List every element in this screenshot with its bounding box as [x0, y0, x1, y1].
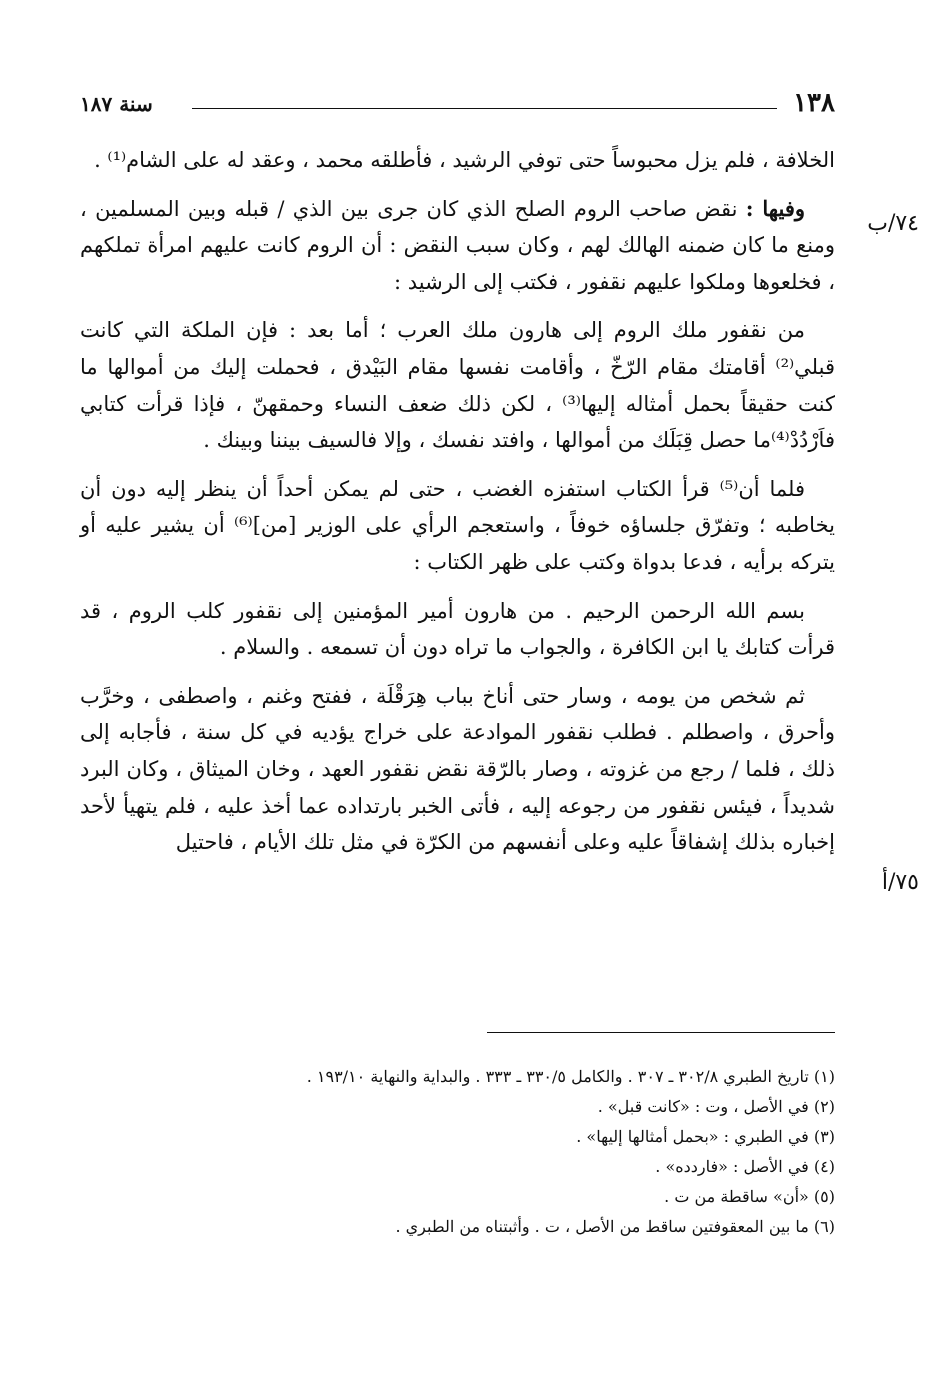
- footnote-3: (٣) في الطبري : «بحمل أمثالها إليها» .: [576, 1127, 835, 1146]
- footnote-rule: [487, 1032, 835, 1033]
- running-header: [80, 88, 835, 128]
- paragraph-3: من نقفور ملك الروم إلى هارون ملك العرب ؛ أما بعد : فإن الملكة التي كانت قبلي⁽²⁾ أقامتك مقام الرّخّ ، وأقامت نفسها مقام البَيْدق ، فحملت إليك من أموالها ما كنت حقيقاً بحمل أمثاله إليها⁽³⁾ ، لكن ذلك ضعف النساء وحمقهنّ ، فإذا قرأت كتابي فاَرْدُدْ⁽⁴⁾ما حصل قِبَلَك من أموالها ، وافتد نفسك ، وإلا فالسيف بيننا وبينك .: [80, 318, 835, 453]
- footnote-5: (٥) «أن» ساقطة من ت .: [664, 1187, 835, 1206]
- year-label: سنة ١٨٧: [80, 92, 153, 116]
- main-text: [80, 142, 835, 873]
- paragraph-4: فلما أن⁽⁵⁾ قرأ الكتاب استفزه الغضب ، حتى لم يمكن أحداً أن ينظر إليه دون أن يخاطبه ؛ وتفرّق جلساؤه خوفاً ، واستعجم الرأي على الوزير [من]⁽⁶⁾ أن يشير عليه أو يتركه برأيه ، فدعا بدواة وكتب على ظهر الكتاب :: [80, 476, 835, 574]
- margin-note-folio-74b: ٧٤/ب: [867, 211, 919, 236]
- footnotes: [80, 1062, 835, 1242]
- footnote-4: (٤) في الأصل : «فاردده» .: [655, 1157, 835, 1176]
- page-number: ١٣٨: [793, 88, 835, 118]
- paragraph-2-lead: وفيها :: [745, 195, 805, 221]
- paragraph-2-text: نقض صاحب الروم الصلح الذي كان جرى بين الذي / قبله وبين المسلمين ، ومنع ما كان ضمنه الهالك لهم ، وكان سبب النقض : أن الروم كانت عليهم امرأة تملكهم ، فخلعوها وملكوا عليهم نقفور ، فكتب إلى الرشيد :: [80, 196, 835, 294]
- margin-note-folio-75a: ٧٥/أ: [881, 870, 919, 895]
- paragraph-5: بسم الله الرحمن الرحيم . من هارون أمير المؤمنين إلى نقفور كلب الروم ، قد قرأت كتابك يا ابن الكافرة ، والجواب ما تراه دون أن تسمعه . والسلام .: [80, 598, 835, 660]
- footnote-6: (٦) ما بين المعقوفتين ساقط من الأصل ، ت . وأثبتناه من الطبري .: [395, 1217, 835, 1236]
- footnote-2: (٢) في الأصل ، وت : «كانت قبل» .: [597, 1097, 835, 1116]
- paragraph-2: [80, 191, 835, 301]
- paragraph-6: ثم شخص من يومه ، وسار حتى أناخ بباب هِرَقْلَة ، ففتح وغنم ، واصطفى ، وخرَّب وأحرق ، واصطلم . فطلب نقفور الموادعة على خراج يؤديه في كل سنة ، فأجابه إلى ذلك ، فلما / رجع من غزوته ، وصار بالرّقة نقض نقفور العهد ، وخان الميثاق ، وكان البرد شديداً ، فيئس نقفور من رجوعه إليه ، فأتى الخبر بارتداده عما أخذ عليه ، فلم يتهيأ لأحد إخباره بذلك إشفاقاً عليه وعلى أنفسهم من الكرّة في مثل تلك الأيام ، فاحتيل: [80, 683, 835, 855]
- header-rule: [192, 108, 777, 109]
- footnote-1: (١) تاريخ الطبري ٣٠٢/٨ ـ ٣٠٧ . والكامل ٣٣٠/٥ ـ ٣٣٣ . والبداية والنهاية ١٩٣/١٠ .: [306, 1067, 835, 1086]
- paragraph-1: الخلافة ، فلم يزل محبوساً حتى توفي الرشيد ، فأطلقه محمد ، وعقد له على الشام⁽¹⁾ .: [94, 148, 835, 172]
